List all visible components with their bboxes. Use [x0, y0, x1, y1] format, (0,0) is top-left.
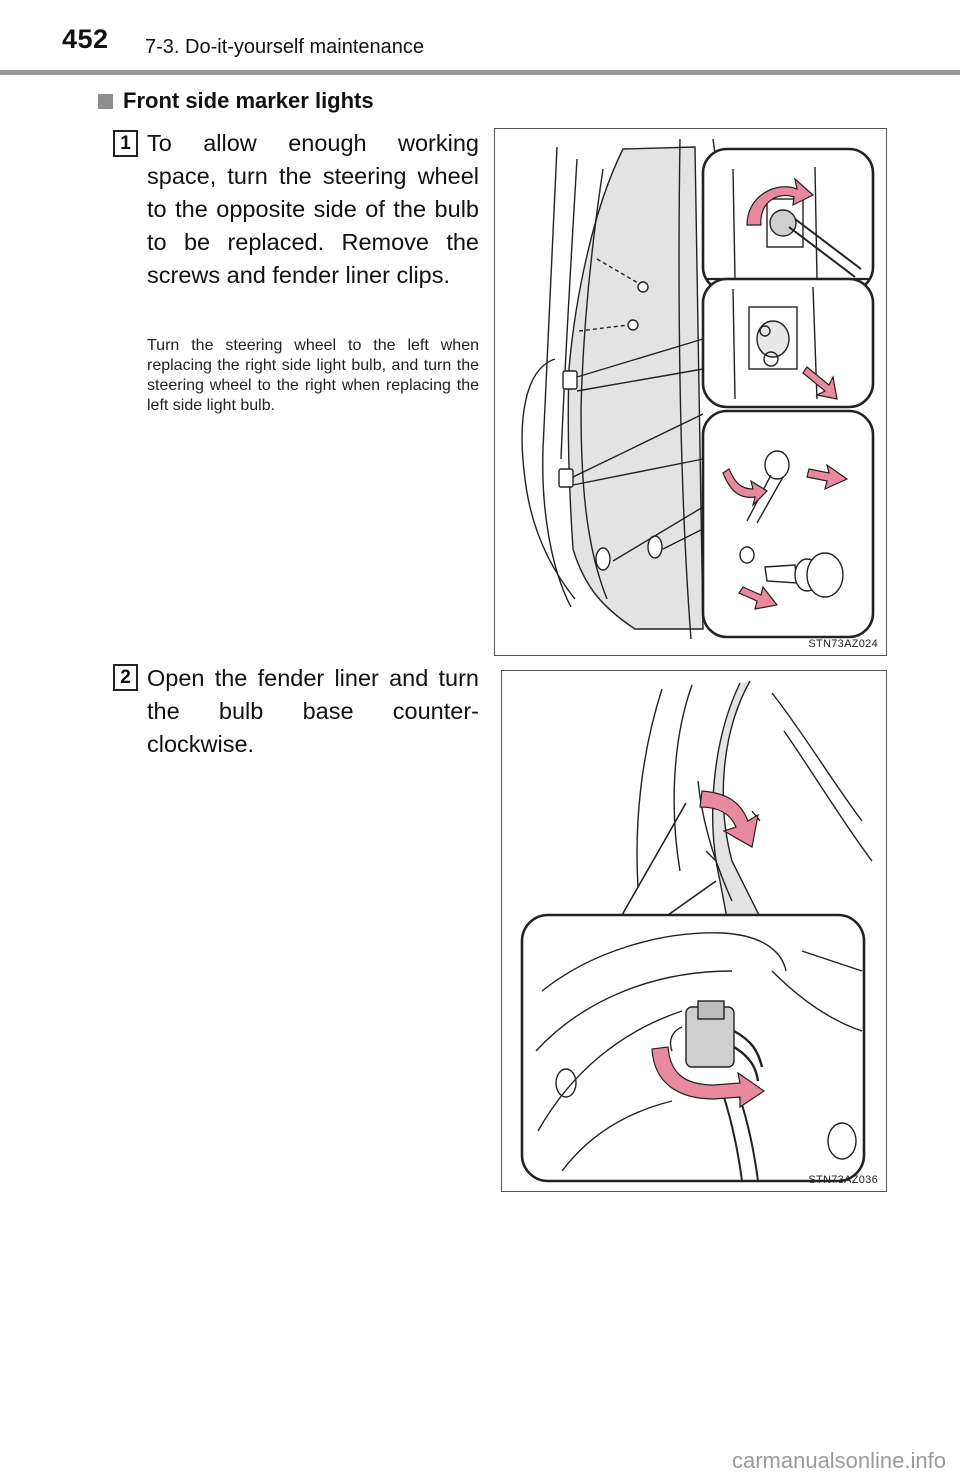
watermark: carmanualsonline.info	[731, 1448, 946, 1473]
page-number: 452	[62, 24, 109, 54]
square-bullet-icon	[98, 94, 113, 109]
fender-liner-illustration	[495, 129, 888, 657]
subheading-text: Front side marker lights	[123, 88, 374, 113]
header-rule	[0, 70, 960, 75]
bulb-base-illustration	[502, 671, 888, 1193]
step-2-badge: 2	[113, 664, 138, 691]
step-2-text: Open the fender liner and turn the bulb base counter-clockwise.	[147, 665, 479, 757]
step-1-text: To allow enough working space, turn the steering wheel to the opposite side of the bulb to be replaced. Remove the screws and fender liner clips.	[147, 130, 479, 288]
subheading	[98, 88, 374, 114]
step-1-badge: 1	[113, 130, 138, 157]
figure-code-2: STN73AZ036	[808, 1174, 878, 1186]
figure-bulb-base-turn	[501, 670, 887, 1192]
section-title: 7-3. Do-it-yourself maintenance	[145, 36, 425, 58]
figure-fender-liner-removal	[494, 128, 887, 656]
step-1-note: Turn the steering wheel to the left when replacing the right side light bulb, and turn the steering wheel to the right when replacing the left side light bulb.	[147, 337, 479, 414]
figure-code-1: STN73AZ024	[808, 638, 878, 650]
page-header	[0, 0, 960, 76]
